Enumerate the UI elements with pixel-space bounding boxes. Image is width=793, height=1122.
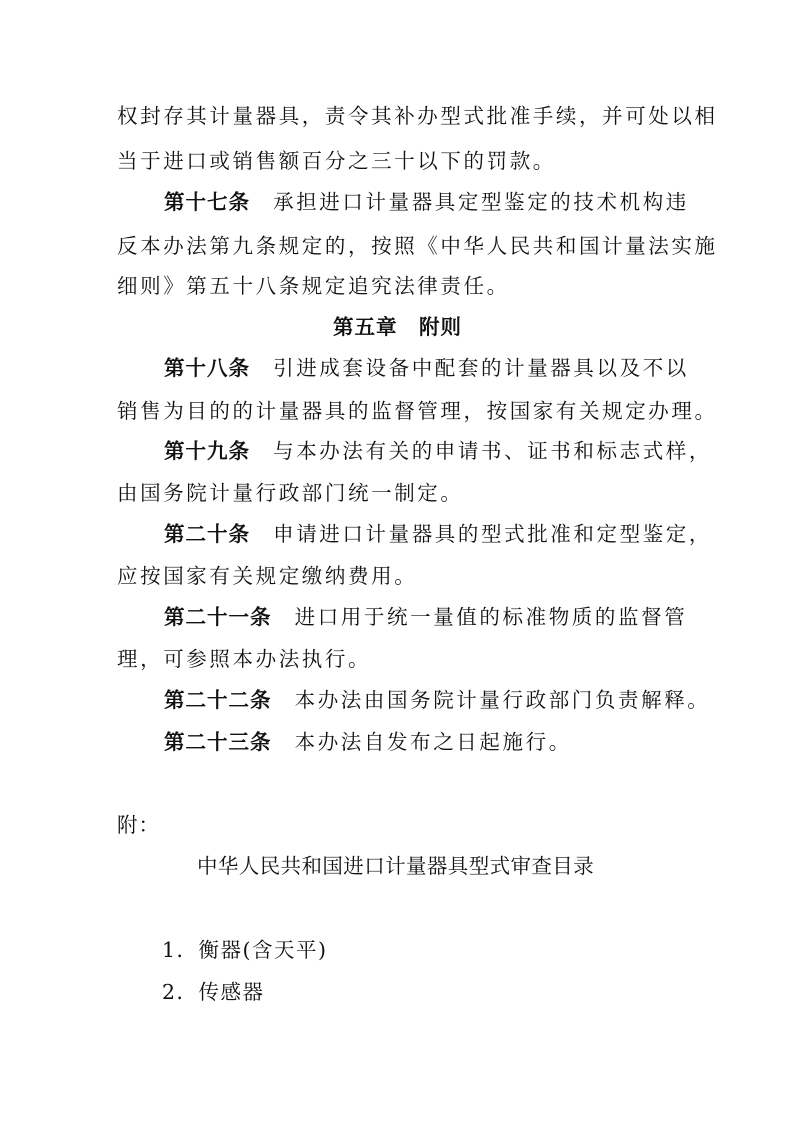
continuation-line: 权封存其计量器具，责令其补办型式批准手续，并可处以相	[117, 104, 718, 128]
appendix-item: 2．传感器	[162, 980, 265, 1004]
article-text: 引进成套设备中配套的计量器具以及不以	[273, 356, 689, 380]
article-text: 本办法自发布之日起施行。	[294, 730, 572, 754]
article-text: 申请进口计量器具的型式批准和定型鉴定，	[273, 522, 713, 546]
article-text: 本办法由国务院计量行政部门负责解释。	[294, 688, 711, 712]
article-17-first-line	[164, 190, 689, 214]
article-19-first-line	[164, 439, 712, 463]
article-21-first-line	[164, 605, 687, 629]
appendix-title: 中华人民共和国进口计量器具型式审查目录	[197, 854, 595, 878]
article-22-line	[164, 688, 710, 712]
article-23-line	[164, 730, 572, 754]
article-text: 承担进口计量器具定型鉴定的技术机构违	[273, 190, 689, 214]
article-title: 第二十三条	[164, 730, 272, 754]
article-20-first-line	[164, 522, 712, 546]
chapter-heading: 第五章 附则	[333, 315, 462, 339]
article-text: 与本办法有关的申请书、证书和标志式样，	[273, 439, 713, 463]
article-title: 第十八条	[164, 356, 250, 380]
article-17-line: 反本办法第九条规定的，按照《中华人民共和国计量法实施	[117, 234, 718, 258]
article-text: 进口用于统一量值的标准物质的监督管	[294, 605, 688, 629]
article-title: 第二十二条	[164, 688, 272, 712]
continuation-line: 当于进口或销售额百分之三十以下的罚款。	[117, 149, 556, 173]
article-18-line: 销售为目的的计量器具的监督管理，按国家有关规定办理。	[117, 399, 718, 423]
article-19-line: 由国务院计量行政部门统一制定。	[117, 481, 464, 505]
article-title: 第十七条	[164, 190, 250, 214]
article-title: 第二十一条	[164, 605, 272, 629]
article-17-line: 细则》第五十八条规定追究法律责任。	[117, 274, 510, 298]
appendix-item: 1．衡器(含天平)	[162, 938, 328, 962]
article-18-first-line	[164, 356, 689, 380]
appendix-label: 附：	[117, 813, 160, 837]
article-title: 第二十条	[164, 522, 250, 546]
article-21-line: 理，可参照本办法执行。	[117, 647, 372, 671]
article-20-line: 应按国家有关规定缴纳费用。	[117, 564, 418, 588]
article-title: 第十九条	[164, 439, 250, 463]
